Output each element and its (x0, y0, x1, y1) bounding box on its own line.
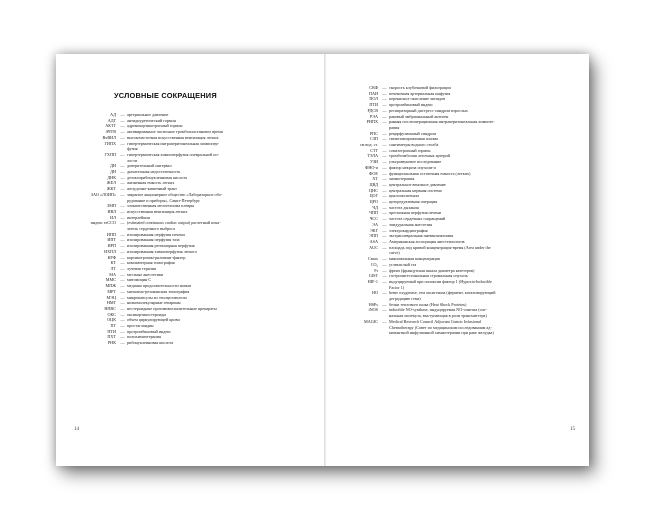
separator-dash: — (382, 307, 387, 313)
abbreviation-term: ЖЕЛ (106, 180, 116, 186)
abbreviation-definition: ъювантной инфузионной химиотерапии при раке желудка) (389, 330, 494, 336)
abbreviation-term: Fr (374, 267, 378, 273)
abbreviation-term: ЦОГ (369, 193, 378, 199)
abbreviation-definition: антидиуретический гормон (127, 117, 176, 123)
separator-dash: — (382, 233, 387, 239)
separator-dash: — (382, 181, 387, 187)
abbreviation-term: ЭКГ (370, 227, 378, 233)
abbreviation-definition: адренокортикотропный гормон (127, 123, 183, 129)
abbreviation-term: ПАИ (368, 90, 378, 96)
abbreviation-definition: циклооксигеназа (389, 193, 419, 199)
abbreviation-definition: активированное частичное тромбопластиновое время (127, 129, 223, 135)
abbreviation-definition: желудочно-кишечный тракт (127, 186, 177, 192)
abbreviation-definition: дезоксирибонуклеиновая кислота (127, 174, 188, 180)
separator-dash: — (382, 256, 387, 262)
separator-dash: — (382, 170, 387, 176)
abbreviation-definition: компьютерная томография (127, 260, 175, 266)
separator-dash: — (120, 191, 125, 197)
open-book (56, 54, 589, 466)
separator-dash: — (120, 283, 125, 289)
abbreviation-definition: белки теплового шока (Heat Shock Proteins) (389, 301, 467, 307)
abbreviation-term: АДГ (107, 117, 116, 123)
abbreviation-term: ФОЕ (369, 170, 378, 176)
abbreviation-definition: частота сердечных сокращений (389, 216, 446, 222)
abbreviation-term: ЧД (372, 204, 378, 210)
abbreviation-definition: рудование и приборы», Санкт-Петербург (127, 197, 201, 203)
separator-dash: — (382, 147, 387, 153)
separator-dash: — (120, 271, 125, 277)
abbreviation-definition: площадь под кривой концентрация-время (Area under the (389, 244, 491, 250)
abbreviation-term: ПОЛ (369, 96, 378, 102)
abbreviation-definition: Американская ассоциация анестезиологов (389, 238, 465, 244)
separator-dash: — (120, 317, 125, 323)
abbreviation-list-left (58, 112, 308, 346)
abbreviation-definition: химиотерапия (389, 176, 415, 182)
separator-dash: — (382, 244, 387, 250)
abbreviation-definition: злокачественная мезотелиома плевры (127, 203, 195, 209)
abbreviation-definition: изолированная регионарная перфузия (127, 243, 195, 249)
abbreviation-definition: гипертермическая химиоперфузия плевральной по- (127, 151, 220, 157)
abbreviation-term: ПХТ (107, 334, 116, 340)
abbreviation-definition: (estimated continuous cardiac output) расчетный пока- (127, 220, 221, 226)
abbreviation-definition: низкомолекулярные гепарины (127, 300, 181, 306)
abbreviation-term: ДНК (107, 174, 116, 180)
abbreviation-definition: гастроинтестинальная стромальная опухоль (389, 273, 468, 279)
separator-dash: — (382, 102, 387, 108)
abbreviation-term: ХТ (372, 176, 378, 182)
abbreviation-definition: дыхательная недостаточность (127, 169, 181, 175)
abbreviation-term: РЭА (369, 113, 378, 119)
abbreviation-definition: полихимиотерапия (127, 334, 161, 340)
abbreviation-term: КТ (110, 260, 116, 266)
separator-dash: — (120, 203, 125, 209)
separator-dash: — (120, 180, 125, 186)
separator-dash: — (120, 231, 125, 237)
abbreviation-definition: лучевая терапия (127, 265, 156, 271)
separator-dash: — (382, 204, 387, 210)
separator-dash: — (120, 129, 125, 135)
abbreviation-term: ДИ (110, 163, 116, 169)
abbreviation-definition: митомицин С (127, 277, 152, 283)
abbreviation-definition: циторедуктивная операция (389, 199, 438, 205)
abbreviation-term: МПЖ (105, 283, 116, 289)
abbreviation-term: НО (371, 290, 378, 296)
left-page (56, 54, 324, 466)
abbreviation-term: УЗИ (369, 159, 378, 165)
separator-dash (380, 330, 389, 336)
abbreviation-term: ИПП (106, 231, 116, 237)
separator-dash: — (382, 130, 387, 136)
separator-dash: — (382, 273, 387, 279)
abbreviation-term: АД (110, 112, 116, 117)
separator-dash: — (382, 159, 387, 165)
abbreviation-definition: индуцируемый при гипоксии фактор 1 (Hypoxia-Inducible (389, 278, 492, 284)
abbreviation-definition: оксикортикостероиды (127, 311, 167, 317)
separator-dash: — (382, 153, 387, 159)
separator-dash: — (120, 248, 125, 254)
book-gutter (324, 54, 326, 466)
abbreviation-definition: центральная нервная система (389, 187, 442, 193)
abbreviation-definition: изолированная химиоперфузия легкого (127, 248, 197, 254)
abbreviation-term: СКФ (369, 85, 378, 90)
abbreviation-definition: чрескожная перфузия печени (389, 210, 442, 216)
abbreviation-term: РИПХ (366, 119, 378, 125)
abbreviation-definition: inducible NO-synthase, индуцируемая NO-синтаза (сиг- (389, 307, 487, 313)
separator-dash: — (382, 142, 387, 148)
abbreviation-definition: микрокапсулы из этилцеллюлозы (127, 294, 187, 300)
separator-dash: — (120, 186, 125, 192)
abbreviation-term: ОКС (107, 311, 116, 317)
separator-dash: — (120, 254, 125, 260)
abbreviation-definition: фузия (127, 146, 138, 152)
abbreviation-definition: рецирфузионный синдром (389, 130, 437, 136)
separator-dash: — (120, 163, 125, 169)
abbreviation-term: РНК (107, 340, 116, 346)
abbreviation-definition: простагландин (127, 323, 154, 329)
abbreviation-term: ЭПП (369, 233, 378, 239)
separator-dash: — (120, 294, 125, 300)
abbreviation-definition: фактор некроза опухоли-α (389, 164, 436, 170)
right-page (324, 54, 589, 466)
abbreviation-definition: Chemotherapy (Совет по медицинским исследованиям ад- (389, 324, 492, 330)
page-title: УСЛОВНЫЕ СОКРАЩЕНИЯ (114, 91, 217, 100)
abbreviation-definition: доверительный интервал (127, 163, 172, 169)
separator-dash: — (120, 243, 125, 249)
abbreviation-definition: частота дыхания (389, 204, 419, 210)
abbreviation-term: ГИПХ (104, 140, 116, 146)
abbreviation-term: ИВЛ (107, 208, 116, 214)
separator-dash: — (382, 199, 387, 205)
separator-dash: — (120, 288, 125, 294)
abbreviation-term: CO₂ (370, 261, 378, 267)
abbreviation-definition: раковый эмбриональный антиген (389, 113, 449, 119)
separator-dash: — (120, 340, 125, 346)
separator-dash: — (120, 112, 125, 117)
abbreviation-term: iNOS (368, 307, 378, 313)
abbreviation-term: ПТИ (369, 102, 378, 108)
separator-dash: — (382, 193, 387, 199)
abbreviation-term: СЗП (370, 136, 378, 142)
abbreviation-definition: рибонуклеиновая кислота (127, 340, 174, 346)
separator-dash: — (120, 323, 125, 329)
abbreviation-definition: респираторный дистресс-синдром взрослых (389, 107, 468, 113)
separator-dash: — (120, 174, 125, 180)
abbreviation-definition: curve) (389, 250, 400, 256)
abbreviation-definition: изолированная перфузия печени (127, 231, 185, 237)
separator-dash: — (120, 140, 125, 146)
separator-dash: — (120, 123, 125, 129)
abbreviation-term: ЦВД (369, 181, 378, 187)
separator-dash: — (120, 328, 125, 334)
abbreviation-definition: соматотропный гормон (389, 147, 431, 153)
abbreviation-definition: деградацию гема) (389, 296, 421, 302)
abbreviation-definition: heme oxygenase, гем оксигеназа (фермент, катализирующий (389, 290, 496, 296)
abbreviation-definition: протромбиновый индекс (389, 102, 434, 108)
separator-dash: — (382, 164, 387, 170)
separator-dash: — (382, 107, 387, 113)
separator-dash: — (382, 90, 387, 96)
separator-dash: — (382, 96, 387, 102)
abbreviation-term: КРФ (107, 254, 116, 260)
abbreviation-term: МЭЦ (106, 294, 116, 300)
separator-dash: — (120, 214, 125, 220)
abbreviation-definition: углекислый газ (389, 261, 417, 267)
abbreviation-term: ASA (369, 238, 378, 244)
abbreviation-definition: кортикотропин-рилизинг-фактор (127, 254, 186, 260)
abbreviation-term: ТЭЛА (367, 153, 378, 159)
abbreviation-definition: изолированная перфузия таза (127, 237, 180, 243)
separator-dash: — (382, 216, 387, 222)
abbreviation-definition: функциональная остаточная емкость (легких) (389, 170, 471, 176)
abbreviation-definition: центральное венозное давление (389, 181, 446, 187)
separator-dash: — (120, 300, 125, 306)
separator-dash: — (382, 113, 387, 119)
separator-dash: — (382, 221, 387, 227)
abbreviation-row (324, 330, 572, 336)
abbreviation-definition: протромбиновый индекс (127, 328, 172, 334)
separator-dash: — (120, 134, 125, 140)
abbreviation-definition: Factor 1) (389, 284, 405, 290)
abbreviation-definition: нестероидные противовоспалительные препараты (127, 305, 217, 311)
abbreviation-definition: эпидуральная анестезия (389, 221, 433, 227)
abbreviation-term: ЦНС (369, 187, 378, 193)
abbreviation-term: ЛТ (110, 265, 116, 271)
separator-dash: — (382, 119, 387, 125)
abbreviation-definition: электрокардиография (389, 227, 428, 233)
abbreviation-definition: артериальное давление (127, 112, 169, 117)
separator-dash: — (382, 318, 387, 324)
separator-dash: — (382, 136, 387, 142)
separator-dash: — (120, 237, 125, 243)
separator-dash: — (120, 305, 125, 311)
abbreviation-definition: интерлейкин (127, 214, 150, 220)
abbreviation-term: ММС (105, 277, 116, 283)
separator-dash: — (382, 187, 387, 193)
abbreviation-term: AUC (369, 244, 378, 250)
separator-dash: — (120, 277, 125, 283)
separator-dash: — (382, 227, 387, 233)
separator-dash: — (382, 290, 387, 296)
separator-dash: — (382, 210, 387, 216)
abbreviation-term: РДСВ (367, 107, 378, 113)
abbreviation-term: HIF-1 (367, 278, 378, 284)
abbreviation-definition: перекисное окисление липидов (389, 96, 446, 102)
separator-dash: — (382, 301, 387, 307)
abbreviation-term: GIST (368, 273, 378, 279)
abbreviation-definition: печеночная артериальная инфузия (389, 90, 451, 96)
abbreviation-term: РПС (369, 130, 378, 136)
abbreviation-definition: высокочастотная искусственная вентиляция легких (127, 134, 219, 140)
separator-dash: — (382, 238, 387, 244)
abbreviation-definition: тромбоэмболия легочных артерий (389, 153, 450, 159)
abbreviation-definition: затель сердечного выброса (127, 226, 176, 232)
abbreviation-term: ДН (110, 169, 116, 175)
abbreviation-term: МРТ (107, 288, 116, 294)
abbreviation-term: ЗМП (107, 203, 116, 209)
abbreviation-term: ИХПЛ (104, 248, 116, 254)
separator-dash: — (120, 265, 125, 271)
page-number-right: 15 (570, 427, 575, 432)
abbreviation-term: Cmax (367, 256, 378, 262)
abbreviation-term (324, 330, 380, 336)
abbreviation-term: ЗАО «ЛОИП» (90, 191, 116, 197)
abbreviation-definition: закрытое акционерное общество «Лабораторное обо- (127, 191, 223, 197)
abbreviation-term: ИПТ (107, 237, 116, 243)
separator-dash: — (382, 278, 387, 284)
abbreviation-term: ИРП (107, 243, 116, 249)
separator-dash: — (382, 85, 387, 90)
abbreviation-list-right (324, 85, 572, 336)
separator-dash: — (120, 334, 125, 340)
abbreviation-term: ПГ (110, 323, 116, 329)
abbreviation-definition: скорость клубочковой фильтрации (389, 85, 451, 90)
abbreviation-term: ФНО-α (365, 164, 378, 170)
page-number-left: 14 (74, 427, 79, 432)
separator-dash: — (120, 311, 125, 317)
abbreviation-definition: экстраплевральная пневмонэктомия (389, 233, 454, 239)
separator-dash: — (120, 117, 125, 123)
abbreviation-term: НПВС (104, 305, 116, 311)
abbreviation-term: ГХПП (104, 151, 116, 157)
abbreviation-term: НМГ (106, 300, 116, 306)
abbreviation-term: HSPs (368, 301, 378, 307)
abbreviation-definition: местные анестетики (127, 271, 164, 277)
abbreviation-term: см вод. ст. (359, 142, 378, 148)
abbreviation-term: ЧПП (369, 210, 378, 216)
abbreviation-term: ВчВИЛ (102, 134, 116, 140)
abbreviation-term: ПТИ (107, 328, 116, 334)
abbreviation-definition: френч (французская шкала диаметра катетеров) (389, 267, 475, 273)
abbreviation-term: ЧСС (369, 216, 378, 222)
abbreviation-term: СТГ (370, 147, 378, 153)
abbreviation-row (58, 340, 308, 346)
abbreviation-term: АЧТВ (105, 129, 116, 135)
separator-dash: — (120, 208, 125, 214)
abbreviation-term: ОЦК (107, 317, 116, 323)
separator-dash: — (382, 176, 387, 182)
abbreviation-definition: ультразвуковое исследование (389, 159, 442, 165)
abbreviation-definition: жизненная емкость легких (127, 180, 175, 186)
abbreviation-definition: нальная молекула, выступающая в роли трансмиттера) (389, 313, 487, 319)
abbreviation-term: ЭА (372, 221, 378, 227)
abbreviation-definition: сантиметры водного столба (389, 142, 439, 148)
abbreviation-term: ИЛ (110, 214, 116, 220)
abbreviation-term: ЦРО (369, 199, 378, 205)
abbreviation-definition: свежезамороженная плазма (389, 136, 439, 142)
abbreviation-definition: Medical Research Council Adjuvant Gastric Infusional (389, 318, 481, 324)
abbreviation-definition: гипертермическая интраперитонеальная химиопер- (127, 140, 220, 146)
abbreviation-definition: рапия (389, 124, 400, 130)
abbreviation-definition: медиана продолжительности жизни (127, 283, 191, 289)
abbreviation-definition: объем циркулирующей крови (127, 317, 180, 323)
separator-dash: — (382, 267, 387, 273)
abbreviation-term: АКТГ (105, 123, 116, 129)
abbreviation-definition: магнитно-резонансная томография (127, 288, 190, 294)
abbreviation-definition: максимальная концентрация (389, 256, 440, 262)
separator-dash: — (120, 151, 125, 157)
abbreviation-term: ЖКТ (106, 186, 116, 192)
abbreviation-definition: искусственная вентиляция легких (127, 208, 188, 214)
abbreviation-term: индекс esCCO (90, 220, 116, 226)
separator-dash: — (120, 220, 125, 226)
abbreviation-term: МА (109, 271, 116, 277)
separator-dash: — (120, 169, 125, 175)
abbreviation-definition: ранняя послеоперационная интраперитонеальная химиоте- (389, 119, 495, 125)
abbreviation-term: MAGIC (364, 318, 378, 324)
abbreviation-definition: лости (127, 157, 138, 163)
separator-dash: — (120, 260, 125, 266)
separator-dash: — (382, 261, 387, 267)
